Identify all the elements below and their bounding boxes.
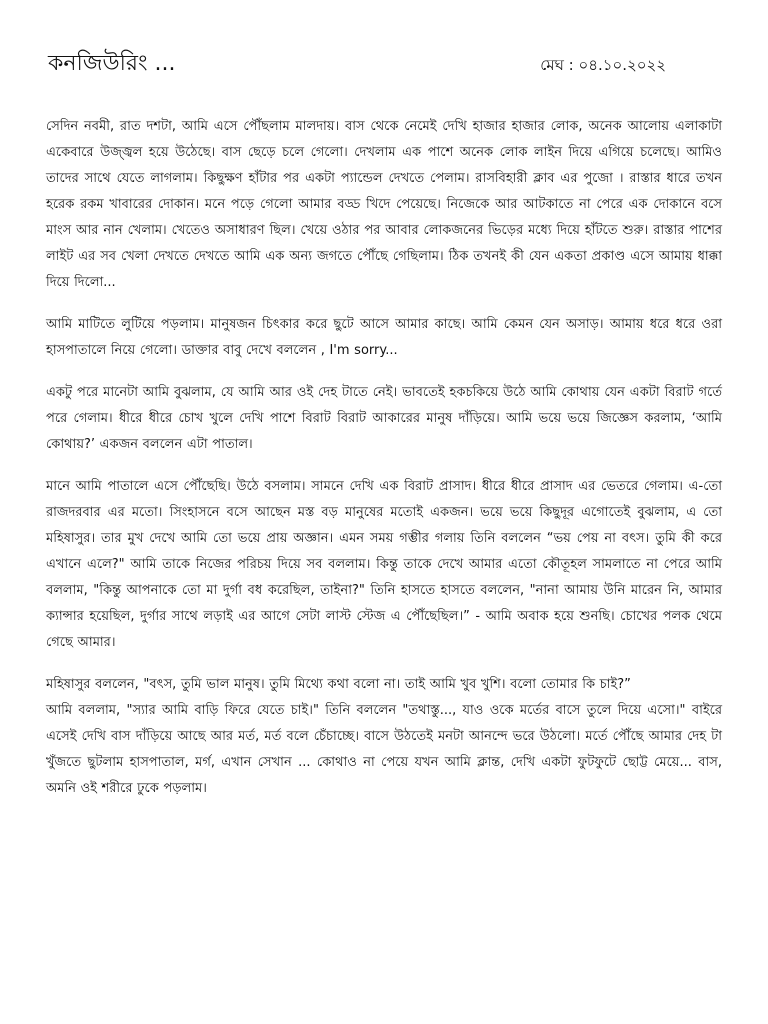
story-title: কনজিউরিং ... bbox=[48, 51, 176, 76]
paragraph-3: একটু পরে মানেটা আমি বুঝলাম, যে আমি আর ওই দেহ টাতে নেই। ভাবতেই হকচকিয়ে উঠে আমি কোথায় যেন একটা বিরাট গর্তে পরে গেলাম। ধীরে ধীরে চোখ খুলে দেখি পাশে বিরাট বিরাট আকারের মানুষ দাঁড়িয়ে। আমি ভয়ে ভয়ে জিজ্ঞেস করলাম, ‘আমি কোথায়?’ একজন বললেন এটা পাতাল। bbox=[46, 385, 722, 452]
paragraph-2: আমি মাটিতে লুটিয়ে পড়লাম। মানুষজন চিৎকার করে ছুটে আসে আমার কাছে। আমি কেমন যেন অসাড়। আমায় ধরে ধরে ওরা হাসপাতালে নিয়ে গেলো। ডাক্তার বাবু দেখে বললেন , I'm sorry... bbox=[46, 317, 722, 358]
paragraph-5-line-1: মহিষাসুর বললেন, "বৎস, তুমি ভাল মানুষ। তুমি মিথ্যে কথা বলো না। তাই আমি খুব খুশি। বলো তোমার কি চাই?” bbox=[46, 677, 631, 692]
story-date: মেঘ : ০৪.১০.২০২২ bbox=[540, 56, 666, 74]
paragraph-1: সেদিন নবমী, রাত দশটা, আমি এসে পৌঁছলাম মালদায়। বাস থেকে নেমেই দেখি হাজার হাজার লোক, অনেক আলোয় এলাকাটা একেবারে উজ্জ্বল হয়ে উঠেছে। বাস ছেড়ে চলে গেলো। দেখলাম এক পাশে অনেক লোক লাইন দিয়ে এগিয়ে চলেছে। আমিও তাদের সাথে যেতে লাগলাম। কিছুক্ষণ হাঁটার পর একটা প্যান্ডেল দেখতে পেলাম। রাসবিহারী ক্লাব এর পুজো । রাস্তার ধারে তখন হরেক রকম খাবারের দোকান। মনে পড়ে গেলো আমার বড্ড খিদে পেয়েছে। নিজেকে আর আটকাতে না পেরে এক দোকানে বসে মাংস আর নান খেলাম। খেতেও অসাধারণ ছিল। খেয়ে ওঠার পর আবার লোকজনের ভিড়ের মধ্যে দিয়ে হাঁটতে শুরু। রাস্তার পাশের লাইট এর সব খেলা দেখতে দেখতে আমি এক অন্য জগতে পৌঁছে গেছিলাম। ঠিক তখনই কী যেন একতা প্রকাণ্ড এসে আমায় ধাক্কা দিয়ে দিলো... bbox=[46, 119, 722, 290]
document-header bbox=[46, 46, 722, 90]
paragraph-4: মানে আমি পাতালে এসে পৌঁছেছি। উঠে বসলাম। সামনে দেখি এক বিরাট প্রাসাদ। ধীরে ধীরে প্রাসাদ এর ভেতরে গেলাম। এ-তো রাজদরবার এর মতো। সিংহাসনে বসে আছেন মস্ত বড় মানুষের মতোই একজন। ভয়ে ভয়ে কিছুদূর এগোতেই বুঝলাম, এ তো মহিষাসুর। তার মুখ দেখে আমি তো ভয়ে প্রায় অজ্ঞান। এমন সময় গম্ভীর গলায় তিনি বললেন “ভয় পেয় না বৎস। তুমি কী করে এখানে এলে?" আমি তাকে নিজের পরিচয় দিয়ে সব বললাম। কিন্তু তাকে দেখে আমার এতো কৌতূহল সামলাতে না পেরে আমি বললাম, "কিন্তু আপনাকে তো মা দুর্গা বধ করেছিল, তাইনা?" তিনি হাসতে হাসতে বললেন, "নানা আমায় উনি মারেন নি, আমার ক্যান্সার হয়েছিল, দুর্গার সাথে লড়াই এর আগে সেটা লাস্ট স্টেজ এ পৌঁছেছিল।” - আমি অবাক হয়ে শুনছি। চোখের পলক থেমে গেছে আমার। bbox=[46, 479, 722, 650]
paragraph-5-line-2: আমি বললাম, "স্যার আমি বাড়ি ফিরে যেতে চাই।" তিনি বললেন "তথাস্তু..., যাও ওকে মর্তের বাসে তুলে দিয়ে এসো।" বাইরে এসেই দেখি বাস দাঁড়িয়ে আছে আর মর্ত, মর্ত বলে চেঁচাচ্ছে। বাসে উঠতেই মনটা আনন্দে ভরে উঠলো। মর্তে পৌঁছে আমার দেহ টা খুঁজতে ছুটলাম হাসপাতাল, মর্গ, এখান সেখান ... কোথাও না পেয়ে যখন আমি ক্লান্ত, দেখি একটা ফুটফুটে ছোট্ট মেয়ে... বাস, অমনি ওই শরীরে ঢুকে পড়লাম। bbox=[46, 703, 722, 796]
